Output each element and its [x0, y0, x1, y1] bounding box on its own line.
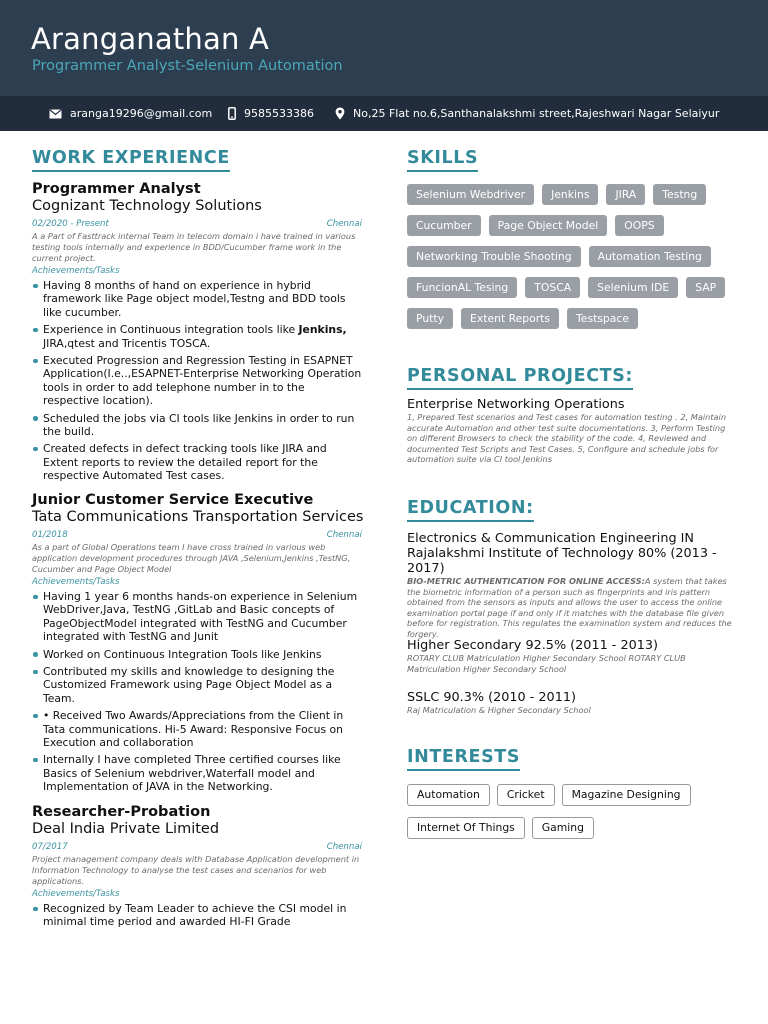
list-item: Having 1 year 6 months hands-on experience in Selenium WebDriver,Java, TestNG ,GitLab and Basic concepts of PageObjectModel integrated with TestNG and Cucumber integrated with TestNG and Junit — [32, 590, 362, 644]
job-entry — [32, 804, 362, 933]
achievements-label: Achievements/Tasks — [32, 577, 120, 587]
interest-tag: Cricket — [497, 784, 555, 806]
education-description: Raj Matriculation & Higher Secondary School — [407, 705, 591, 715]
phone-text: 9585533386 — [244, 107, 314, 120]
job-title: Researcher-Probation — [32, 804, 211, 820]
personal-projects-heading: PERSONAL PROJECTS: — [407, 366, 633, 390]
phone-icon — [228, 107, 236, 120]
contact-bar — [0, 96, 768, 131]
skills-list — [407, 184, 747, 329]
job-company: Cognizant Technology Solutions — [32, 198, 262, 214]
list-item-text: Experience in Continuous integration tools like Jenkins, JIRA,qtest and Tricentis TOSCA. — [43, 323, 347, 350]
skill-tag: Networking Trouble Shooting — [407, 246, 581, 267]
email-text: aranga19296@gmail.com — [70, 107, 213, 120]
job-date: 07/2017 — [32, 842, 68, 852]
location-pin-icon — [335, 107, 345, 120]
list-item: Internally I have completed Three certified courses like Basics of Selenium webdriver,Waterfall model and Implementation of JAVA in the Networking. — [32, 753, 362, 793]
address-text: No,25 Flat no.6,Santhanalakshmi street,Rajeshwari Nagar Selaiyur — [353, 107, 720, 120]
education-entry — [407, 531, 737, 640]
job-location: Chennai — [326, 530, 362, 540]
list-item: Executed Progression and Regression Testing in ESAPNET Application(I.e..,ESAPNET-Enterprise Networking Operation tools in order to add telephone number in to the respective location). — [32, 354, 362, 408]
skill-tag: SAP — [686, 277, 725, 298]
skill-tag: Page Object Model — [489, 215, 608, 236]
education-heading: EDUCATION: — [407, 498, 534, 522]
education-entry — [407, 638, 737, 674]
interest-tag: Internet Of Things — [407, 817, 525, 839]
job-location: Chennai — [326, 842, 362, 852]
project-description: 1, Prepared Test scenarios and Test cases for automation testing . 2, Maintain accurate Automation and other test suite documentations. 3, Perform Testing on different Browsers to check the stability of the code. 4, Reviewed and documented Test Scripts and Test Cases. 5, Configure and schedule jobs for automation suite via CI tool Jenkins — [407, 412, 727, 465]
bold-keyword: Jenkins, — [298, 323, 347, 337]
job-title: Programmer Analyst — [32, 181, 201, 197]
list-item: • Received Two Awards/Appreciations from the Client in Tata communications. Hi-5 Award: Responsive Focus on Execution and collaboration — [32, 709, 362, 749]
project-title: Enterprise Networking Operations — [407, 397, 625, 412]
list-item: Created defects in defect tracking tools like JIRA and Extent reports to review the detailed report for the respective Automated Test cases. — [32, 442, 362, 482]
interests-heading: INTERESTS — [407, 747, 520, 771]
achievements-list — [32, 279, 362, 483]
list-item — [32, 323, 362, 350]
skills-heading: SKILLS — [407, 148, 478, 172]
skill-tag: TOSCA — [525, 277, 580, 298]
job-description: Project management company deals with Database Application development in Information Technology to analyse the test cases and scenarios for web applications. — [32, 854, 360, 886]
skill-tag: JIRA — [606, 184, 645, 205]
job-meta — [32, 217, 362, 231]
list-item: Having 8 months of hand on experience in hybrid framework like Page object model,Testng and BDD tools like cucumber. — [32, 279, 362, 319]
education-description: ROTARY CLUB Matriculation Higher Secondary School ROTARY CLUB Matriculation Higher Secondary School — [407, 653, 686, 674]
contact-address — [335, 96, 719, 131]
education-entry — [407, 690, 737, 716]
job-location: Chennai — [326, 219, 362, 229]
education-title: Electronics & Communication Engineering IN Rajalakshmi Institute of Technology 80% (2013 - 2017) — [407, 531, 717, 576]
envelope-icon — [49, 109, 62, 119]
skill-tag: OOPS — [615, 215, 663, 236]
list-item: Contributed my skills and knowledge to designing the Customized Framework using Page Object Model as a Team. — [32, 665, 362, 705]
job-title: Junior Customer Service Executive — [32, 492, 314, 508]
list-item: Recognized by Team Leader to achieve the CSI model in minimal time period and awarded HI-FI Grade — [32, 902, 362, 929]
interest-tag: Automation — [407, 784, 490, 806]
candidate-name: Aranganathan A — [31, 22, 270, 56]
interest-tag: Gaming — [532, 817, 594, 839]
interests-list — [407, 784, 727, 839]
skill-tag: Cucumber — [407, 215, 481, 236]
project-entry — [407, 397, 737, 465]
work-experience-heading: WORK EXPERIENCE — [32, 148, 230, 172]
education-highlight: BIO-METRIC AUTHENTICATION FOR ONLINE ACCESS: — [407, 576, 645, 586]
contact-phone[interactable] — [228, 96, 314, 131]
job-meta — [32, 528, 362, 542]
skill-tag: Putty — [407, 308, 453, 329]
skill-tag: Jenkins — [542, 184, 598, 205]
contact-email[interactable] — [49, 96, 212, 131]
skill-tag: Automation Testing — [589, 246, 711, 267]
education-title: Higher Secondary 92.5% (2011 - 2013) — [407, 638, 659, 653]
skill-tag: FuncionAL Tesing — [407, 277, 517, 298]
education-title: SSLC 90.3% (2010 - 2011) — [407, 690, 576, 705]
achievements-list — [32, 590, 362, 794]
job-company: Deal India Private Limited — [32, 821, 220, 837]
list-item: Scheduled the jobs via CI tools like Jenkins in order to run the build. — [32, 412, 362, 439]
skill-tag: Extent Reports — [461, 308, 559, 329]
job-description: A a Part of Fasttrack internal Team in telecom domain i have trained in various testing tools internally and experience in BDD/Cucumber frame work in the current project. — [32, 231, 356, 263]
resume-header — [0, 0, 768, 96]
skill-tag: Selenium Webdriver — [407, 184, 534, 205]
achievements-label: Achievements/Tasks — [32, 266, 120, 276]
skill-tag: Testng — [653, 184, 706, 205]
job-entry — [32, 181, 362, 487]
achievements-list — [32, 902, 362, 929]
candidate-title: Programmer Analyst-Selenium Automation — [32, 58, 343, 74]
job-entry — [32, 492, 362, 798]
job-company: Tata Communications Transportation Services — [32, 509, 364, 525]
job-date: 01/2018 — [32, 530, 68, 540]
education-description-text: A system that takes the biometric information of a person such as fingerprints and iris pattern obtained from the sensors as inputs and allows the user to access the online examination portal page if and only if it matches with the database file given before for registration. This regulates the examination system and reduces the forgery. — [407, 576, 732, 639]
job-date: 02/2020 - Present — [32, 219, 109, 229]
skill-tag: Testspace — [567, 308, 638, 329]
skill-tag: Selenium IDE — [588, 277, 678, 298]
job-description: As a part of Global Operations team I have cross trained in various web application development procedures through JAVA ,Selenium,Jenkins ,TestNG, Cucumber and Page Object Model — [32, 542, 351, 574]
list-item: Worked on Continuous Integration Tools like Jenkins — [32, 648, 362, 661]
job-meta — [32, 840, 362, 854]
achievements-label: Achievements/Tasks — [32, 889, 120, 899]
interest-tag: Magazine Designing — [562, 784, 691, 806]
education-description — [407, 576, 737, 640]
